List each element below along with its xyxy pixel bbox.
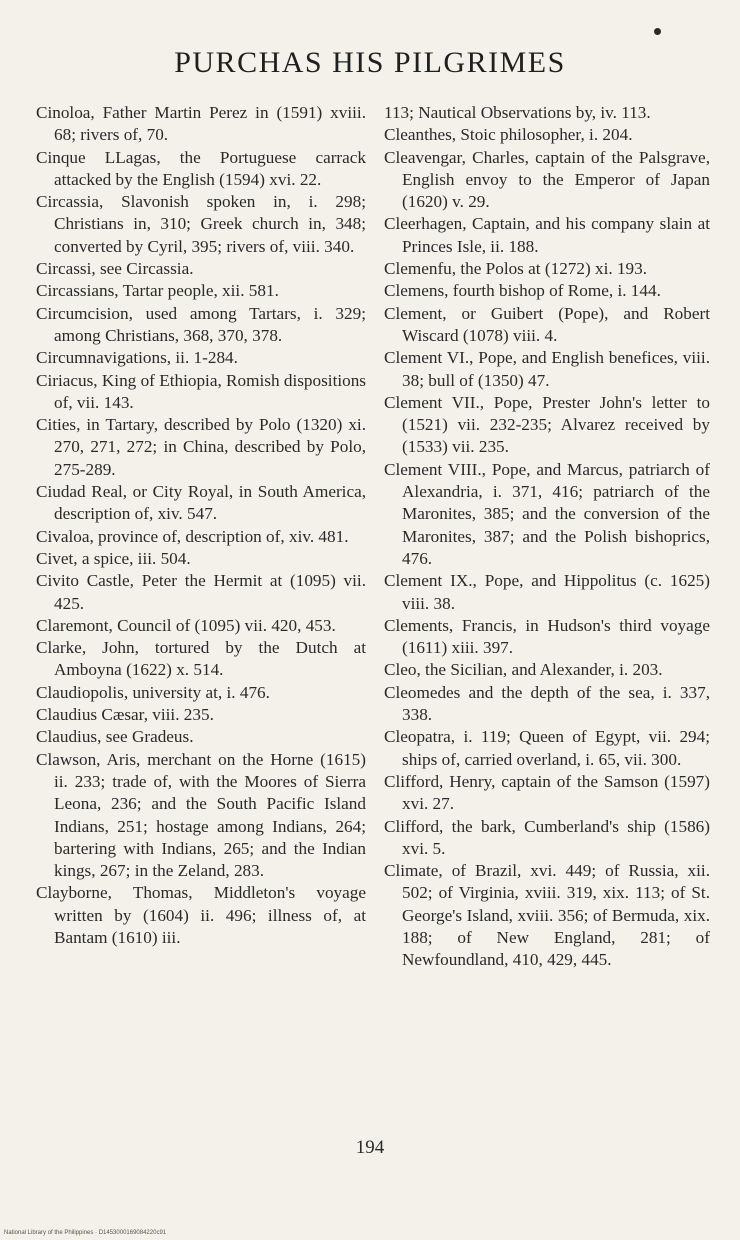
index-entry: Cleerhagen, Captain, and his company slain at Princes Isle, ii. 188.: [384, 214, 710, 256]
index-entry: Circumnavigations, ii. 1-284.: [36, 348, 238, 368]
index-entry: Circassia, Slavonish spoken in, i. 298; Christians in, 310; Greek church in, 348; converted by Cyril, 395; rivers of, viii. 340.: [36, 192, 366, 256]
index-entry: Claudius Cæsar, viii. 235.: [36, 705, 214, 725]
index-entry: Cities, in Tartary, described by Polo (1320) xi. 270, 271, 272; in China, described by Polo, 275-289.: [36, 415, 366, 479]
index-entry: Clement IX., Pope, and Hippolitus (c. 1625) viii. 38.: [384, 571, 710, 613]
index-entry: Cleavengar, Charles, captain of the Palsgrave, English envoy to the Emperor of Japan (1620) v. 29.: [384, 147, 710, 212]
left-column: [36, 102, 366, 949]
index-entry: Circumcision, used among Tartars, i. 329; among Christians, 368, 370, 378.: [36, 303, 366, 345]
index-entry: Cinoloa, Father Martin Perez in (1591) xviii. 68; rivers of, 70.: [36, 103, 366, 145]
index-entry: Civet, a spice, iii. 504.: [36, 548, 191, 568]
index-entry: Clement VIII., Pope, and Marcus, patriarch of Alexandria, i. 371, 416; patriarch of the Maronites, 385; and the conversion of the Maronites, 387; and the Polish bishoprics, 476.: [384, 459, 710, 568]
index-entry: Civito Castle, Peter the Hermit at (1095) vii. 425.: [36, 571, 366, 613]
index-entry: Clifford, Henry, captain of the Samson (1597) xvi. 27.: [384, 771, 710, 814]
index-entry: Cinque LLagas, the Portuguese carrack attacked by the English (1594) xvi. 22.: [36, 147, 366, 189]
index-entry: Clements, Francis, in Hudson's third voyage (1611) xiii. 397.: [384, 615, 710, 658]
index-entry: Clemens, fourth bishop of Rome, i. 144.: [384, 281, 661, 301]
index-entry: Clarke, John, tortured by the Dutch at Amboyna (1622) x. 514.: [36, 638, 366, 680]
index-entry: Clawson, Aris, merchant on the Horne (1615) ii. 233; trade of, with the Moores of Sierra Leona, 236; and the South Pacific Island Indians, 251; hostage among Indians, 264; bartering with Indians, 265; and the Indian kings, 267; in the Zeland, 283.: [36, 749, 366, 881]
index-entry: 113; Nautical Observations by, iv. 113.: [384, 103, 651, 122]
index-entry: Clement VI., Pope, and English benefices, viii. 38; bull of (1350) 47.: [384, 348, 710, 390]
index-entry: Clemenfu, the Polos at (1272) xi. 193.: [384, 259, 648, 279]
ink-mark: [654, 28, 661, 35]
index-entry: Cleomedes and the depth of the sea, i. 337, 338.: [384, 682, 710, 725]
page-number: 194: [355, 1137, 385, 1158]
index-entry: Clayborne, Thomas, Middleton's voyage written by (1604) ii. 496; illness of, at Bantam (1610) iii.: [36, 883, 366, 947]
index-entry: Clement, or Guibert (Pope), and Robert Wiscard (1078) viii. 4.: [384, 303, 710, 345]
index-entry: Climate, of Brazil, xvi. 449; of Russia, xii. 502; of Virginia, xviii. 319, xix. 113; of St. George's Island, xviii. 356; of Bermuda, xix. 188; of New England, 281; of Newfoundland, 410, 429, 445.: [384, 861, 710, 970]
index-entry: Circassians, Tartar people, xii. 581.: [36, 281, 279, 301]
index-entry: Clement VII., Pope, Prester John's letter to (1521) vii. 232-235; Alvarez received by (1533) vii. 235.: [384, 392, 710, 457]
index-entry: Claudius, see Gradeus.: [36, 727, 194, 747]
index-entry: Cleopatra, i. 119; Queen of Egypt, vii. 294; ships of, carried overland, i. 65, vii. 300.: [384, 727, 710, 769]
index-entry: Civaloa, province of, description of, xiv. 481.: [36, 526, 349, 546]
page-title: PURCHAS HIS PILGRIMES: [174, 46, 566, 79]
index-entry: Cleanthes, Stoic philosopher, i. 204.: [384, 125, 633, 145]
right-column: [384, 102, 710, 972]
index-entry: Ciriacus, King of Ethiopia, Romish dispositions of, vii. 143.: [36, 370, 366, 412]
scan-footer: National Library of the Philippines · D1453000169084220c91: [4, 1230, 167, 1236]
index-entry: Clifford, the bark, Cumberland's ship (1586) xvi. 5.: [384, 816, 710, 858]
index-entry: Circassi, see Circassia.: [36, 259, 194, 279]
index-entry: Claudiopolis, university at, i. 476.: [36, 682, 270, 702]
index-entry: Ciudad Real, or City Royal, in South America, description of, xiv. 547.: [36, 482, 366, 524]
index-entry: Claremont, Council of (1095) vii. 420, 453.: [36, 615, 336, 635]
index-entry: Cleo, the Sicilian, and Alexander, i. 203.: [384, 660, 663, 680]
